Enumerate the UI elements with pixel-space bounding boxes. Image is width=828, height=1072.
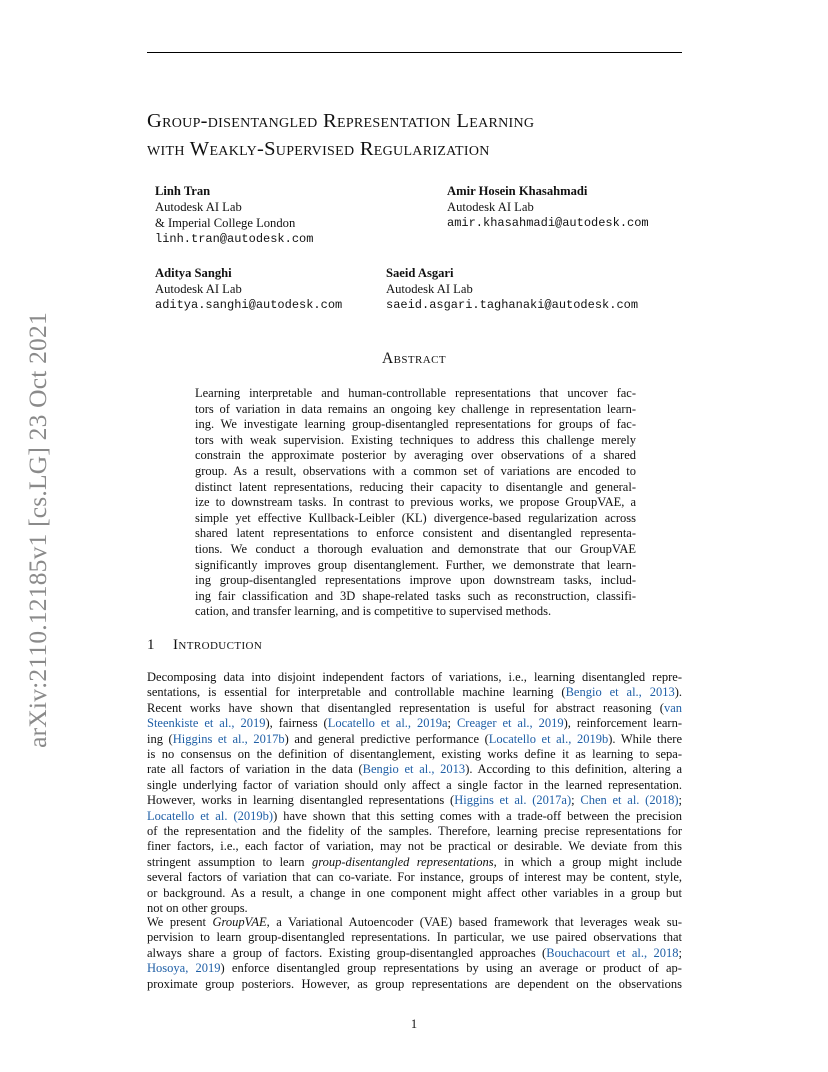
author-name: Aditya Sanghi: [155, 266, 232, 280]
author-affiliation: Autodesk AI Lab: [155, 282, 242, 296]
author-block: [447, 183, 649, 231]
abstract-line: ing group-disentangled representations improve upon downstream tasks, includ-: [195, 573, 636, 588]
citation-link[interactable]: Creager et al., 2019: [456, 716, 564, 731]
author-email: saeid.asgari.taghanaki@autodesk.com: [386, 298, 639, 312]
text-line: always share a group of factors. Existing group-disentangled approaches (Bouchacourt et al., 2018;: [147, 945, 682, 960]
author-block: [155, 265, 342, 313]
citation-link[interactable]: van: [663, 700, 682, 715]
citation-link[interactable]: Locatello et al., 2019a: [327, 716, 448, 731]
citation-link[interactable]: Chen et al. (2018): [580, 793, 679, 808]
abstract-line: shared latent representations to enforce consistent and disentangled representa-: [195, 526, 636, 541]
text-line: Decomposing data into disjoint independent factors of variations, i.e., learning disentangled repre-: [147, 670, 682, 684]
abstract-line: tors of variation in data remains an ongoing key challenge in representation learn-: [195, 401, 636, 416]
text-line: stringent assumption to learn group-disentangled representations, in which a group might include: [147, 854, 682, 869]
page-number: 1: [410, 1017, 418, 1031]
abstract-line: significantly improves group disentanglement. Further, we demonstrate that learn-: [195, 557, 636, 572]
top-rule: [147, 52, 682, 53]
paper-title: [147, 107, 707, 163]
author-affiliation: Autodesk AI Lab: [155, 200, 242, 214]
arxiv-identifier: arXiv:2110.12185v1 [cs.LG] 23 Oct 2021: [23, 312, 52, 748]
abstract-line: cation, and transfer learning, and is competitive to supervised methods.: [195, 604, 552, 619]
section-number: 1: [147, 637, 155, 653]
section-title: Introduction: [173, 637, 263, 653]
abstract-body: [195, 386, 636, 620]
text-line: proximate group posteriors. However, as group representations are dependent on the observations: [147, 976, 682, 991]
text-line: not on other groups.: [147, 901, 248, 916]
text-line: ing (Higgins et al., 2017b) and general predictive performance (Locatello et al., 2019b). While there: [147, 731, 682, 746]
abstract-line: tors with weak supervision. Existing techniques to address this challenge merely: [195, 432, 636, 447]
author-name: Linh Tran: [155, 184, 211, 198]
text-line: several factors of variation that can co-variate. For instance, groups of interest may be content, style,: [147, 870, 682, 885]
abstract-line: ing fair classification and 3D shape-related tasks such as reconstruction, classifi-: [195, 588, 636, 603]
text-line: finer factors, i.e., each factor of variation, may not be practical or desirable. We deviate from this: [147, 839, 682, 854]
text-line: We present GroupVAE, a Variational Autoencoder (VAE) based framework that leverages weak su-: [147, 915, 682, 929]
citation-link[interactable]: Locatello et al., 2019b: [488, 731, 609, 746]
author-email: amir.khasahmadi@autodesk.com: [447, 216, 649, 230]
text-line: pervision to learn group-disentangled representations. In particular, we use paired observations that: [147, 930, 682, 945]
author-block: [155, 183, 313, 247]
citation-link[interactable]: Bengio et al., 2013: [362, 762, 466, 777]
author-affiliation: Autodesk AI Lab: [447, 200, 534, 214]
citation-link[interactable]: Bengio et al., 2013: [565, 685, 675, 700]
author-email: linh.tran@autodesk.com: [155, 232, 314, 246]
citation-link[interactable]: Higgins et al., 2017b: [172, 731, 285, 746]
abstract-line: ize to downstream tasks. In contrast to previous works, we propose GroupVAE, a: [195, 495, 636, 510]
abstract-line: constrain the approximate posterior by averaging over observations of a shared: [195, 448, 636, 463]
abstract-line: group. As a result, observations with a common set of variations are encoded to: [195, 463, 636, 478]
author-affiliation: & Imperial College London: [155, 216, 296, 230]
citation-link[interactable]: Hosoya, 2019: [147, 961, 221, 976]
author-name: Amir Hosein Khasahmadi: [447, 184, 588, 198]
text-line: sentations, is essential for interpretable and controllable machine learning (Bengio et al., 2013).: [147, 685, 683, 700]
abstract-line: ing. We investigate learning group-disentangled representations for groups of fac-: [195, 417, 636, 432]
text-line: Locatello et al. (2019b)) have shown that this setting comes with a trade-off between the precision: [147, 808, 682, 823]
section-heading-introduction: [147, 637, 262, 654]
abstract-line: Learning interpretable and human-controllable representations that uncover fac-: [195, 386, 636, 400]
citation-link[interactable]: Higgins et al. (2017a): [454, 793, 572, 808]
text-line: However, works in learning disentangled representations (Higgins et al. (2017a); Chen et al. (2018);: [147, 793, 682, 808]
text-line: is no consensus on the definition of disentanglement, existing works define it as learning to sepa-: [147, 747, 682, 762]
abstract-heading: Abstract: [382, 350, 446, 367]
author-name: Saeid Asgari: [386, 266, 454, 280]
abstract-line: simple yet effective Kullback-Leibler (KL) divergence-based regularization across: [195, 510, 636, 525]
abstract-line: tions. We conduct a thorough evaluation and demonstrate that our GroupVAE: [195, 541, 636, 556]
text-line: or background. As a result, a change in one component might affect other variables in a group but: [147, 885, 682, 900]
text-line: Hosoya, 2019) enforce disentangled group representations by using an average or product of ap-: [147, 961, 682, 976]
intro-paragraph-1: [147, 670, 682, 917]
paper-title-line-1: Group-disentangled Representation Learning: [147, 110, 535, 132]
paper-title-line-2: with Weakly-Supervised Regularization: [147, 138, 490, 160]
author-email: aditya.sanghi@autodesk.com: [155, 298, 343, 312]
author-block: [386, 265, 638, 313]
abstract-line: distinct latent representations, reducing their capacity to disentangle and general-: [195, 479, 636, 494]
text-line: single underlying factor of variation should only affect a single factor in the learned representation.: [147, 777, 682, 792]
intro-paragraph-2: [147, 915, 682, 992]
citation-link[interactable]: Steenkiste et al., 2019: [147, 716, 266, 731]
text-line: Steenkiste et al., 2019), fairness (Locatello et al., 2019a; Creager et al., 2019), reinforcement learn-: [147, 716, 683, 731]
text-line: rate all factors of variation in the data (Bengio et al., 2013). According to this definition, altering a: [147, 762, 682, 777]
text-line: Recent works have shown that disentangled representation is useful for abstract reasoning (van: [147, 700, 682, 715]
citation-link[interactable]: Locatello et al. (2019b): [147, 808, 274, 823]
citation-link[interactable]: Bouchacourt et al., 2018: [546, 945, 679, 960]
author-affiliation: Autodesk AI Lab: [386, 282, 473, 296]
text-line: of the representation and the fidelity of the samples. Therefore, learning precise representations for: [147, 824, 682, 839]
